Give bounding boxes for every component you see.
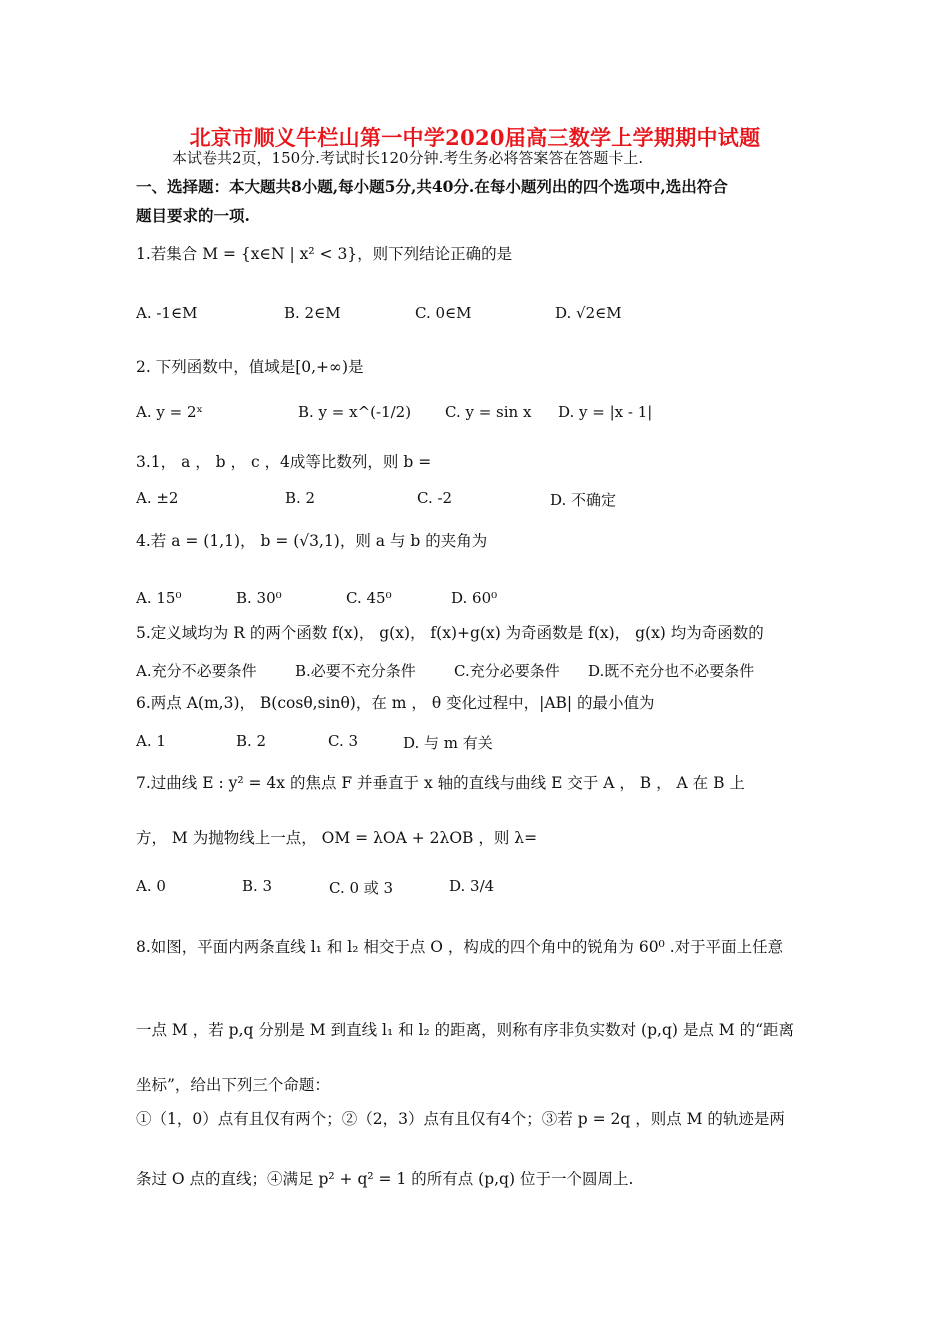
option-b: B.必要不充分条件 <box>295 662 416 680</box>
question-5-stem: 5.定义域均为 R 的两个函数 f(x)， g(x)， f(x)+g(x) 为奇函数是 f(x)， g(x) 均为奇函数的 <box>136 624 764 642</box>
option-b: B. 30⁰ <box>236 589 282 607</box>
option-d: D. 60⁰ <box>451 589 498 607</box>
option-c: C.充分必要条件 <box>454 662 560 680</box>
question-8-stem-line4: ①（1，0）点有且仅有两个；②（2，3）点有且仅有4个；③若 p = 2q ，则点 M 的轨迹是两 <box>136 1110 785 1128</box>
option-b: B. 2 <box>236 732 267 750</box>
question-7-stem: 7.过曲线 E : y² = 4x 的焦点 F 并垂直于 x 轴的直线与曲线 E 交于 A ， B ， A 在 B 上 <box>136 774 745 792</box>
question-8-stem-line5: 条过 O 点的直线；④满足 p² + q² = 1 的所有点 (p,q) 位于一个圆周上. <box>136 1170 634 1188</box>
question-1-stem: 1.若集合 M = {x∈N | x² < 3}，则下列结论正确的是 <box>136 245 513 263</box>
exam-title: 北京市顺义牛栏山第一中学2020届高三数学上学期期中试题 <box>189 125 761 150</box>
option-b: B. 2∈M <box>284 304 341 322</box>
question-8-stem-line3: 坐标”，给出下列三个命题： <box>136 1076 330 1094</box>
question-8-stem: 8.如图，平面内两条直线 l₁ 和 l₂ 相交于点 O ，构成的四个角中的锐角为 60⁰ .对于平面上任意 <box>136 938 784 956</box>
option-b: B. 3 <box>242 877 273 895</box>
option-a: A. 0 <box>136 877 166 895</box>
option-d: D. 3/4 <box>449 877 495 895</box>
question-3-stem: 3.1， a ， b ， c ，4成等比数列，则 b = <box>136 453 432 471</box>
question-6-stem: 6.两点 A(m,3)， B(cosθ,sinθ)，在 m ， θ 变化过程中，|AB| 的最小值为 <box>136 694 655 712</box>
option-c: C. 0 或 3 <box>329 879 394 897</box>
option-a: A.充分不必要条件 <box>136 662 257 680</box>
option-c: C. 45⁰ <box>346 589 392 607</box>
option-d: D. 与 m 有关 <box>403 734 493 752</box>
option-a: A. ±2 <box>136 489 179 507</box>
question-2-stem: 2. 下列函数中，值域是[0,+∞)是 <box>136 358 364 376</box>
option-d: D. √2∈M <box>555 304 622 322</box>
option-a: A. 15⁰ <box>136 589 182 607</box>
option-c: C. 0∈M <box>415 304 472 322</box>
question-4-stem: 4.若 a = (1,1)， b = (√3,1)，则 a 与 b 的夹角为 <box>136 532 488 550</box>
option-b: B. y = x^(-1/2) <box>298 403 412 421</box>
option-d: D. 不确定 <box>550 491 617 509</box>
section-heading-line1: 一、选择题：本大题共8小题,每小题5分,共40分.在每小题列出的四个选项中,选出符合 <box>136 177 728 196</box>
option-b: B. 2 <box>285 489 316 507</box>
option-a: A. y = 2ˣ <box>136 403 203 421</box>
question-7-stem-continued: 方， M 为抛物线上一点， OM = λOA + 2λOB ，则 λ= <box>136 829 538 847</box>
option-a: A. -1∈M <box>136 304 198 322</box>
option-a: A. 1 <box>136 732 166 750</box>
question-8-stem-line2: 一点 M ，若 p,q 分别是 M 到直线 l₁ 和 l₂ 的距离，则称有序非负实数对 (p,q) 是点 M 的“距离 <box>136 1021 794 1039</box>
exam-intro: 本试卷共2页，150分.考试时长120分钟.考生务必将答案答在答题卡上. <box>172 149 644 167</box>
option-c: C. 3 <box>328 732 359 750</box>
option-c: C. -2 <box>417 489 453 507</box>
option-c: C. y = sin x <box>445 403 532 421</box>
option-d: D.既不充分也不必要条件 <box>588 662 755 680</box>
section-heading-line2: 题目要求的一项. <box>136 206 250 225</box>
option-d: D. y = |x - 1| <box>558 403 653 421</box>
